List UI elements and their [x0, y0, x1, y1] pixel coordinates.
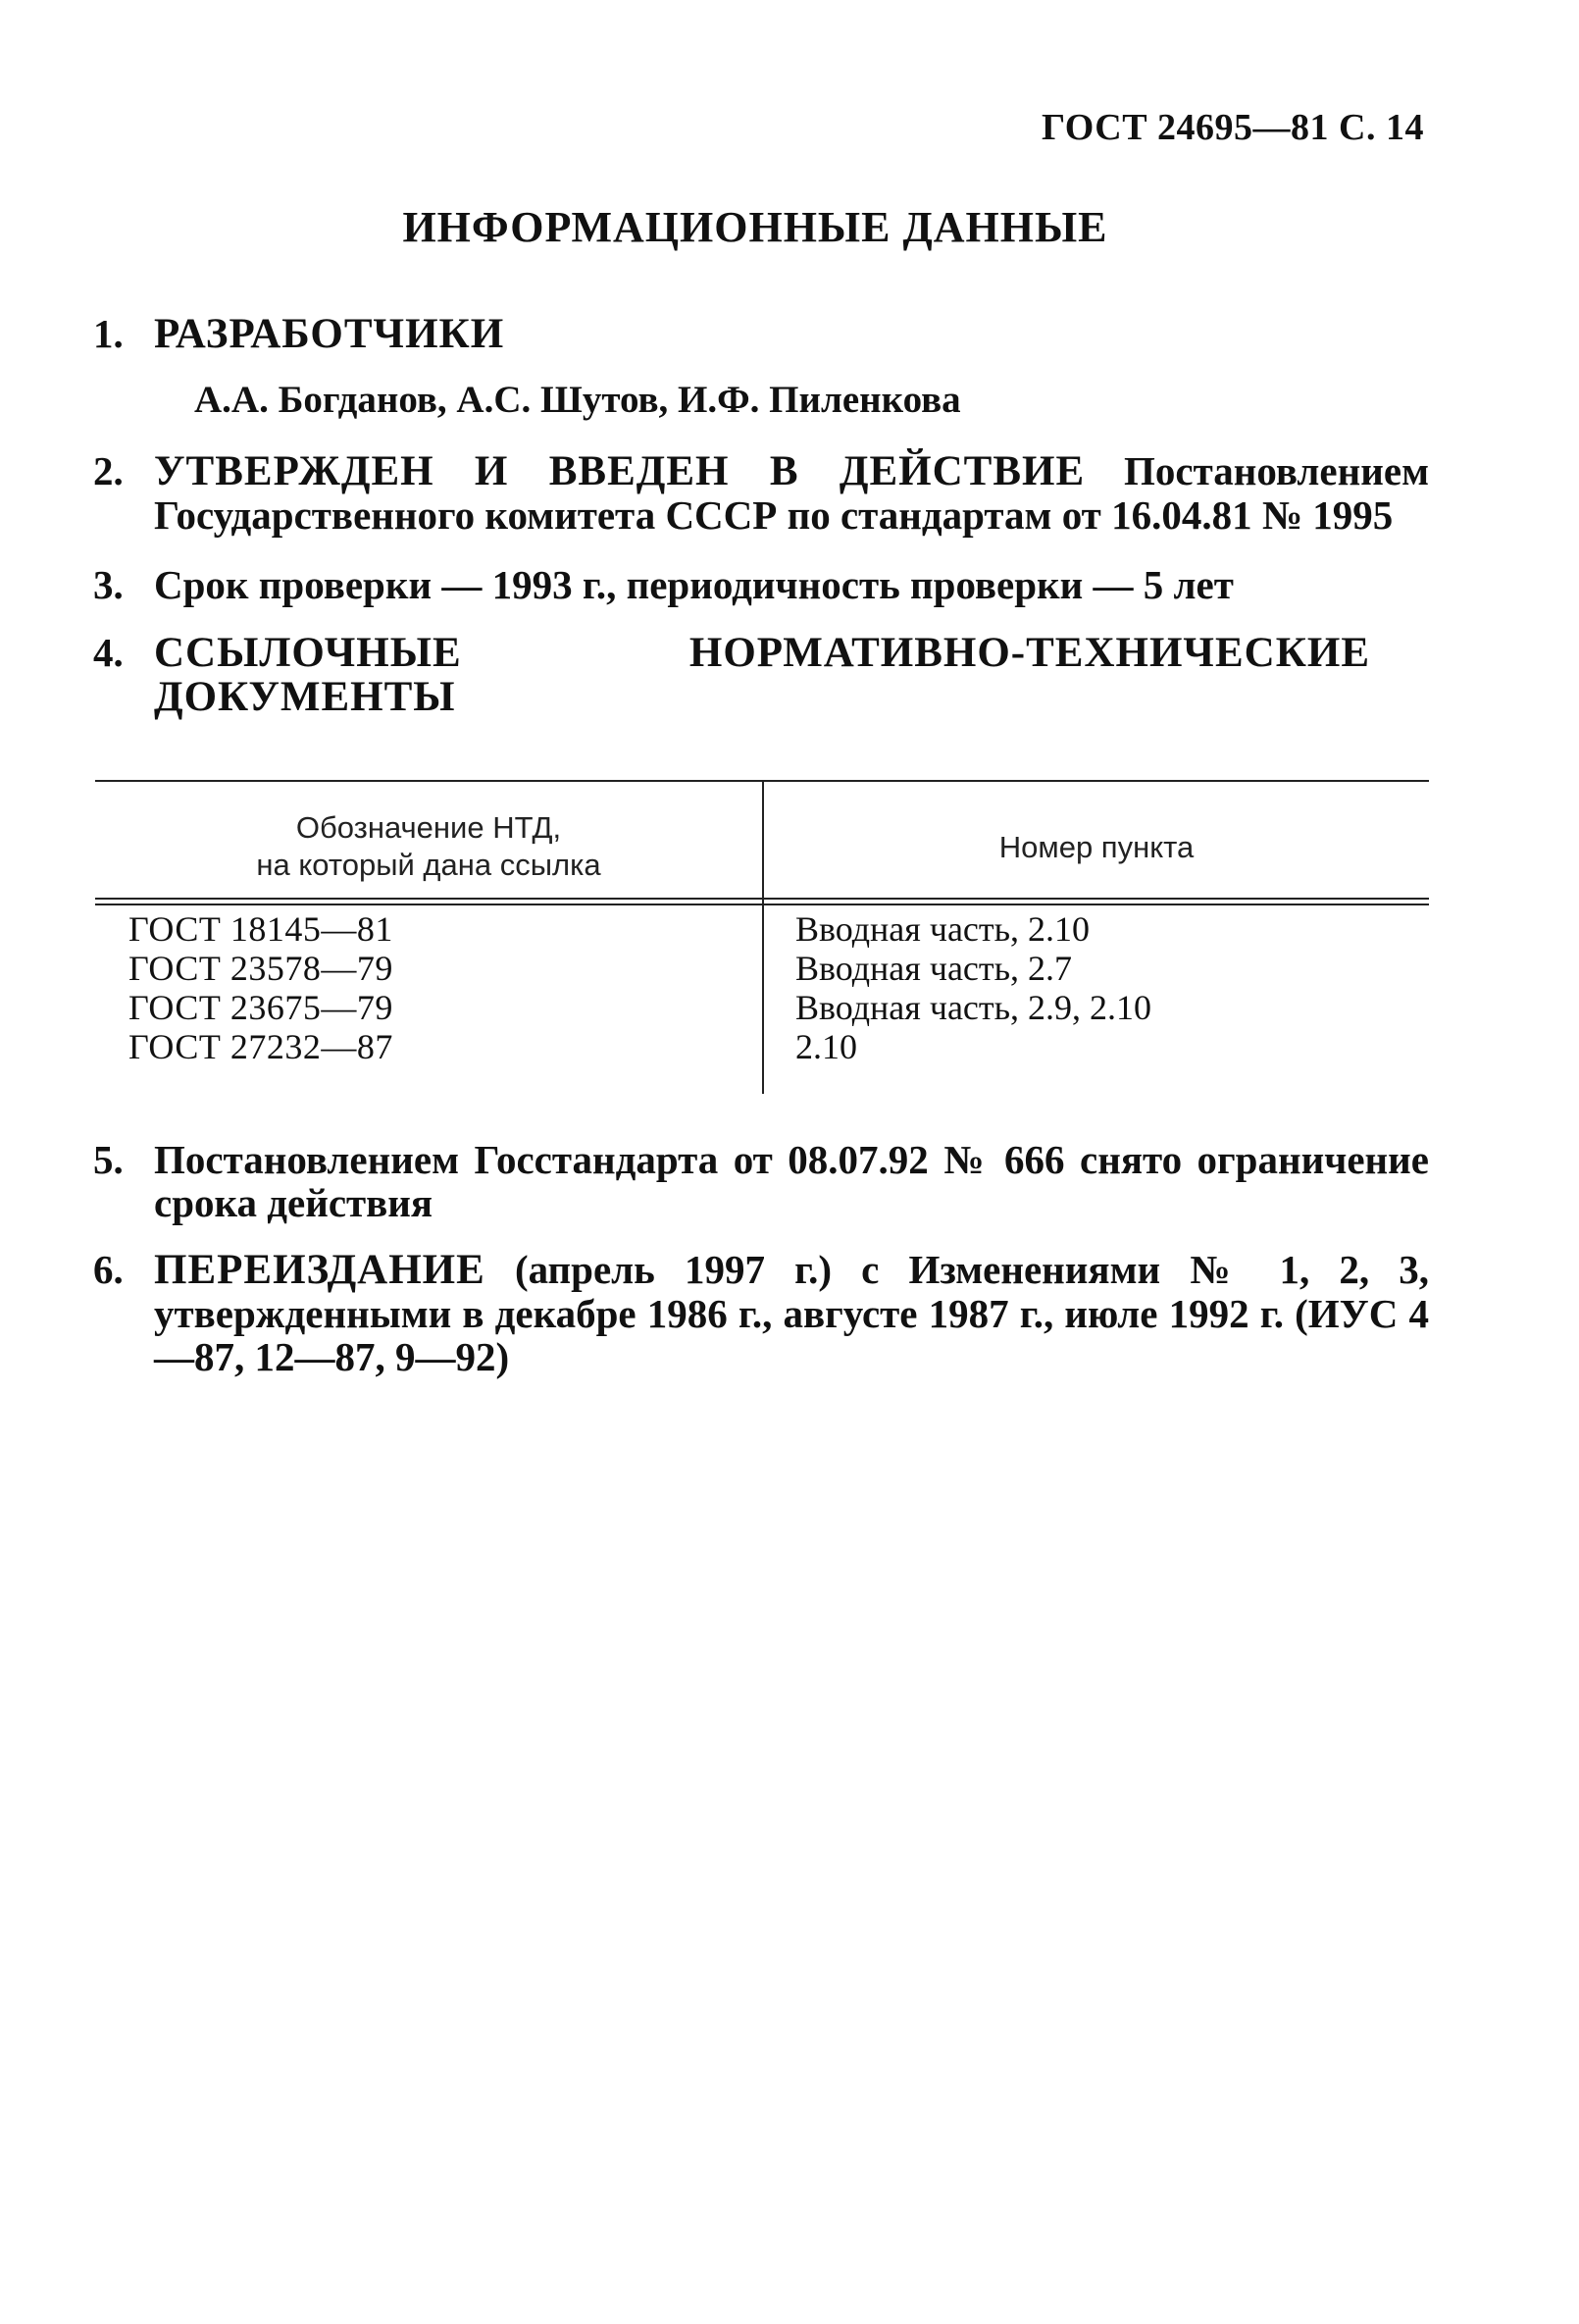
table-header-designation — [95, 809, 762, 884]
section-1 — [93, 312, 1429, 356]
section-text: Постановлением Государственного комитета СССР по стандартам от 16.04.81 № 1995 — [154, 448, 1430, 538]
section-title: ССЫЛОЧНЫЕ НОРМАТИВНО-ТЕХНИЧЕСКИЕ ДОКУМЕНТЫ — [154, 630, 1370, 720]
section-number: 4. — [93, 630, 124, 675]
section-title: ПЕРЕИЗДАНИЕ — [154, 1247, 485, 1293]
section-text: (апрель 1997 г.) с Изменениями № 1, 2, 3, утвержденными в декабре 1986 г., августе 1987 г., июле 1992 г. (ИУС 4—87, 12—87, 9—92) — [154, 1247, 1429, 1379]
item-numbers: Вводная часть, 2.10 — [795, 909, 1091, 949]
section-text: Постановлением Госстандарта от 08.07.92 № 666 снято ограничение срока действия — [154, 1137, 1429, 1225]
table-row — [95, 909, 1429, 949]
header-line: на который дана ссылка — [256, 848, 601, 882]
item-numbers: 2.10 — [795, 1027, 857, 1066]
table-row — [95, 1027, 1429, 1066]
table-row — [95, 949, 1429, 988]
section-number: 3. — [93, 562, 124, 607]
section-3 — [93, 563, 1429, 606]
header-line: Обозначение НТД, — [295, 810, 562, 845]
section-title: УТВЕРЖДЕН И ВВЕДЕН В ДЕЙСТВИЕ — [154, 448, 1086, 494]
section-number: 6. — [93, 1247, 124, 1292]
doc-designation: ГОСТ 23675—79 — [128, 988, 393, 1027]
section-number: 1. — [93, 311, 124, 356]
doc-designation: ГОСТ 18145—81 — [128, 909, 393, 949]
section-4 — [93, 631, 1429, 719]
item-numbers: Вводная часть, 2.7 — [795, 949, 1073, 988]
page-reference: ГОСТ 24695—81 С. 14 — [1042, 107, 1424, 148]
section-number: 2. — [93, 448, 124, 493]
section-title: РАЗРАБОТЧИКИ — [154, 311, 505, 357]
item-numbers: Вводная часть, 2.9, 2.10 — [795, 988, 1152, 1027]
table-body — [95, 909, 1429, 1066]
doc-designation: ГОСТ 23578—79 — [128, 949, 393, 988]
authors: А.А. Богданов, А.С. Шутов, И.Ф. Пиленкова — [194, 379, 961, 421]
page-title: ИНФОРМАЦИОННЫЕ ДАННЫЕ — [402, 203, 1108, 251]
doc-designation: ГОСТ 27232—87 — [128, 1027, 393, 1066]
section-2 — [93, 449, 1429, 537]
section-6 — [93, 1248, 1429, 1378]
table-header-item-number: Номер пункта — [998, 830, 1195, 864]
section-text: Срок проверки — 1993 г., периодичность проверки — 5 лет — [154, 562, 1234, 607]
section-number: 5. — [93, 1137, 124, 1182]
table-row — [95, 988, 1429, 1027]
reference-table — [95, 780, 1429, 1094]
section-5 — [93, 1138, 1429, 1224]
